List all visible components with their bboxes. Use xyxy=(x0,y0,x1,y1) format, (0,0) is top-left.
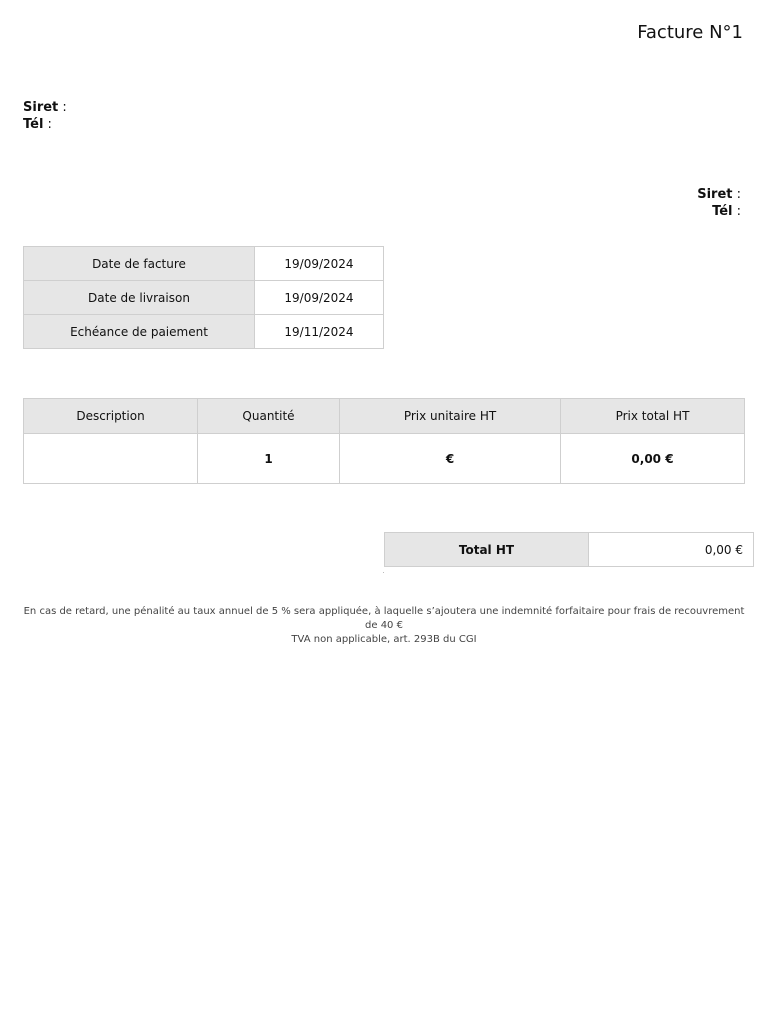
footer-legal xyxy=(23,605,745,647)
sender-siret-label: Siret xyxy=(23,100,59,115)
dates-table xyxy=(23,246,384,349)
client-block xyxy=(697,186,741,220)
sender-tel-label: Tél xyxy=(23,117,44,132)
item-description xyxy=(24,434,198,484)
delivery-date-label: Date de livraison xyxy=(24,281,255,315)
item-unit-price: € xyxy=(340,434,561,484)
header-description: Description xyxy=(24,399,198,434)
sender-tel: Tél : xyxy=(23,117,52,132)
totals-table xyxy=(384,532,754,567)
item-total-price: 0,00 € xyxy=(561,434,745,484)
due-date-row xyxy=(24,315,384,349)
invoice-date-row xyxy=(24,247,384,281)
due-date-value: 19/11/2024 xyxy=(255,315,384,349)
item-quantity: 1 xyxy=(198,434,340,484)
delivery-date-row xyxy=(24,281,384,315)
due-date-label: Echéance de paiement xyxy=(24,315,255,349)
total-ht-value: 0,00 € xyxy=(589,533,754,567)
footer-penalty: En cas de retard, une pénalité au taux annuel de 5 % sera appliquée, à laquelle s’ajoutera une indemnité forfaitaire pour frais de recouvrement de 40 € xyxy=(23,606,745,631)
invoice-date-value: 19/09/2024 xyxy=(255,247,384,281)
sender-block xyxy=(23,99,67,133)
invoice-title: Facture N°1 xyxy=(637,22,743,43)
sender-siret: Siret : xyxy=(23,100,67,115)
delivery-date-value: 19/09/2024 xyxy=(255,281,384,315)
items-header-row xyxy=(24,399,745,434)
client-tel: Tél : xyxy=(712,204,741,219)
client-siret-label: Siret xyxy=(697,187,733,202)
client-tel-label: Tél xyxy=(712,204,733,219)
footer-vat: TVA non applicable, art. 293B du CGI xyxy=(291,634,477,645)
client-siret: Siret : xyxy=(697,187,741,202)
total-ht-row xyxy=(385,533,754,567)
items-table xyxy=(23,398,745,484)
header-quantity: Quantité xyxy=(198,399,340,434)
header-total-price: Prix total HT xyxy=(561,399,745,434)
total-ht-label: Total HT xyxy=(385,533,589,567)
invoice-date-label: Date de facture xyxy=(24,247,255,281)
header-unit-price: Prix unitaire HT xyxy=(340,399,561,434)
table-row xyxy=(24,434,745,484)
divider-dot xyxy=(383,572,384,573)
